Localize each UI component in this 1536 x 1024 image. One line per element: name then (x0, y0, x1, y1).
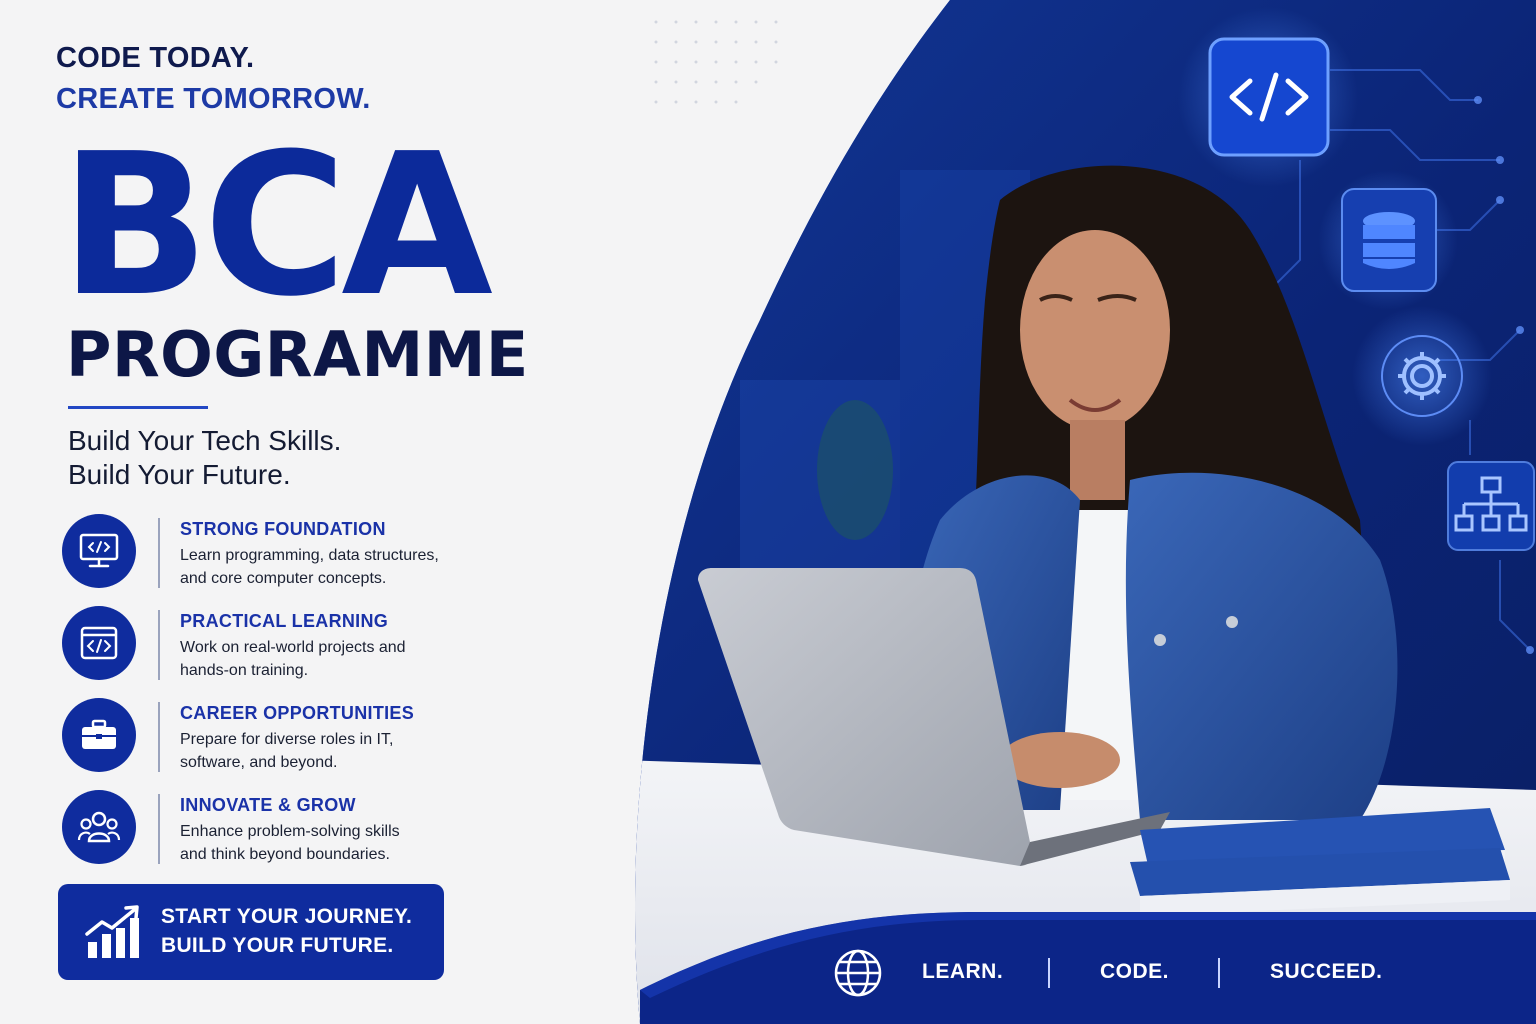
feature-description (180, 636, 480, 682)
growth-chart-icon (84, 904, 144, 960)
feature-description-line: and think beyond boundaries. (180, 846, 390, 863)
feature-item (62, 698, 482, 776)
feature-description-line: Prepare for diverse roles in IT, (180, 731, 394, 748)
feature-description (180, 820, 480, 866)
cta-line-1: START YOUR JOURNEY. (161, 905, 413, 928)
feature-title: STRONG FOUNDATION (180, 519, 386, 539)
motto-separator (1218, 958, 1220, 988)
feature-item (62, 790, 482, 868)
feature-description-line: Enhance problem-solving skills (180, 823, 400, 840)
tagline-line-1: CODE TODAY. (56, 42, 255, 74)
feature-divider (158, 610, 160, 680)
code-window-icon (62, 606, 136, 680)
page-title: BCA (60, 112, 487, 340)
lead-line-1: Build Your Tech Skills. (68, 425, 342, 456)
motto-separator (1048, 958, 1050, 988)
lead-line-2: Build Your Future. (68, 459, 291, 490)
motto-word-learn: LEARN. (922, 960, 1004, 983)
feature-item (62, 514, 482, 592)
team-icon (62, 790, 136, 864)
feature-divider (158, 702, 160, 772)
lead-text (68, 424, 341, 492)
hierarchy-icon (1446, 460, 1536, 552)
tagline (56, 38, 371, 120)
cta-text (161, 902, 412, 960)
motto-word-succeed: SUCCEED. (1270, 960, 1383, 983)
feature-title: INNOVATE & GROW (180, 795, 356, 815)
feature-description-line: Learn programming, data structures, (180, 547, 439, 564)
feature-item (62, 606, 482, 684)
page-subtitle: PROGRAMME (66, 318, 529, 391)
feature-description-line: hands-on training. (180, 662, 309, 679)
feature-divider (158, 794, 160, 864)
feature-title: CAREER OPPORTUNITIES (180, 703, 415, 723)
motto-word-code: CODE. (1100, 960, 1170, 983)
cta-line-2: BUILD YOUR FUTURE. (161, 934, 394, 957)
tagline-line-2: CREATE TOMORROW. (56, 83, 371, 115)
feature-description-line: and core computer concepts. (180, 570, 387, 587)
database-icon (1340, 187, 1438, 293)
feature-divider (158, 518, 160, 588)
globe-icon (833, 948, 883, 998)
briefcase-icon (62, 698, 136, 772)
gear-icon (1380, 334, 1464, 418)
start-journey-button[interactable] (58, 884, 444, 980)
monitor-code-icon (62, 514, 136, 588)
feature-title: PRACTICAL LEARNING (180, 611, 389, 631)
feature-description (180, 728, 480, 774)
feature-description (180, 544, 480, 590)
code-tag-icon (1208, 37, 1330, 157)
feature-description-line: software, and beyond. (180, 754, 338, 771)
title-underline (68, 406, 208, 409)
feature-description-line: Work on real-world projects and (180, 639, 406, 656)
